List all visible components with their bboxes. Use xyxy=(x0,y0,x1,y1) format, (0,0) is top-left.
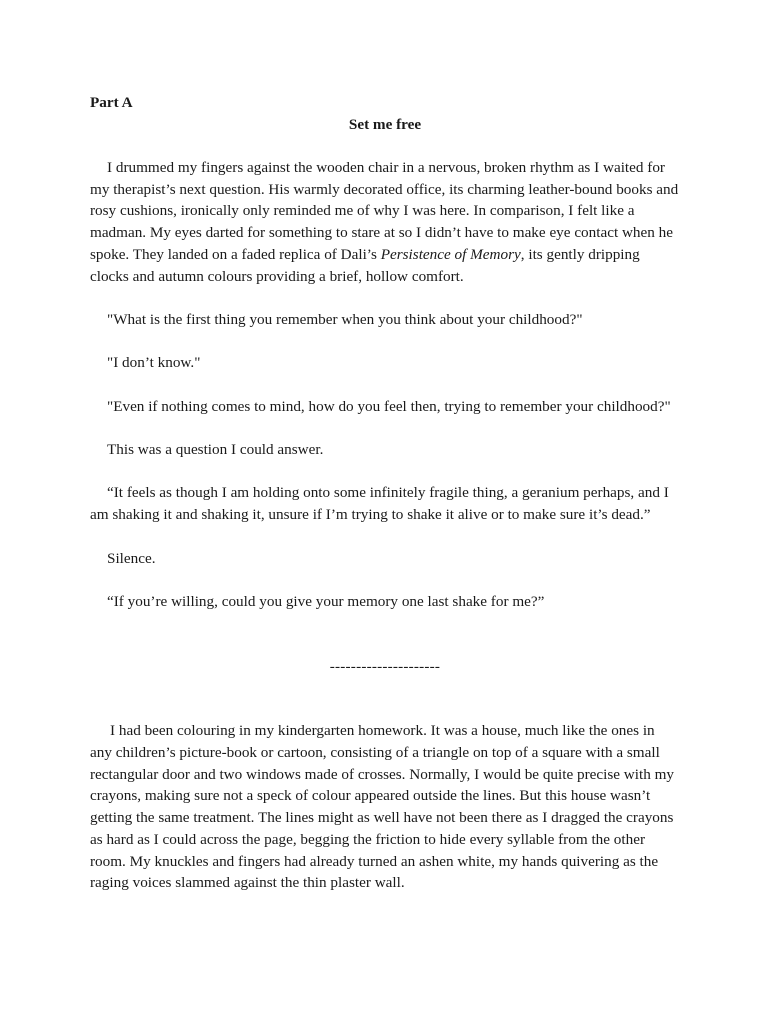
opening-paragraph-text-end: , its gently dripping clocks and autumn colours providing a brief, hollow comfort. xyxy=(90,245,640,285)
dialogue-line-answer: “It feels as though I am holding onto some infinitely fragile thing, a geranium perhaps, and I am shaking it and shaking it, unsure if I’m trying to shake it alive or to make sure it’s dead.” xyxy=(90,484,669,524)
section-divider: --------------------- xyxy=(329,657,441,675)
story-title: Set me free xyxy=(348,116,422,133)
opening-paragraph xyxy=(90,157,680,287)
document-page xyxy=(90,92,680,894)
dialogue-line-reply: "I don’t know." xyxy=(107,354,201,372)
narration-line: This was a question I could answer. xyxy=(107,441,324,459)
dialogue-line-therapist-question: "What is the first thing you remember when you think about your childhood?" xyxy=(107,310,583,328)
painting-title: Persistence of Memory xyxy=(380,245,521,263)
dialogue-line-request: “If you’re willing, could you give your memory one last shake for me?” xyxy=(107,592,545,610)
opening-paragraph-text-start: I drummed my fingers against the wooden chair in a nervous, broken rhythm as I waited for my therapist’s next question. His warmly decorated office, its charming leather-bound books and rosy cushions, ironically only reminded me of why I was here. In comparison, I felt like a madman. My eyes darted for something to stare at so I didn’t have to make eye contact when he spoke. They landed on a faded replica of Dali’s xyxy=(90,159,679,263)
dialogue-line-followup: "Even if nothing comes to mind, how do you feel then, trying to remember your childhood?" xyxy=(107,397,671,415)
memory-paragraph: I had been colouring in my kindergarten homework. It was a house, much like the ones in any children’s picture-book or cartoon, consisting of a triangle on top of a square with a small rectangular door and two windows made of crosses. Normally, I would be quite precise with my crayons, making sure not a speck of colour appeared outside the lines. But this house wasn’t getting the same treatment. The lines might as well have not been there as I dragged the crayons as hard as I could across the page, begging the friction to hide every syllable from the other room. My knuckles and fingers had already turned an ashen white, my hands quivering as the raging voices slammed against the thin plaster wall. xyxy=(90,722,675,892)
narration-silence: Silence. xyxy=(107,549,156,567)
part-label: Part A xyxy=(90,94,133,111)
